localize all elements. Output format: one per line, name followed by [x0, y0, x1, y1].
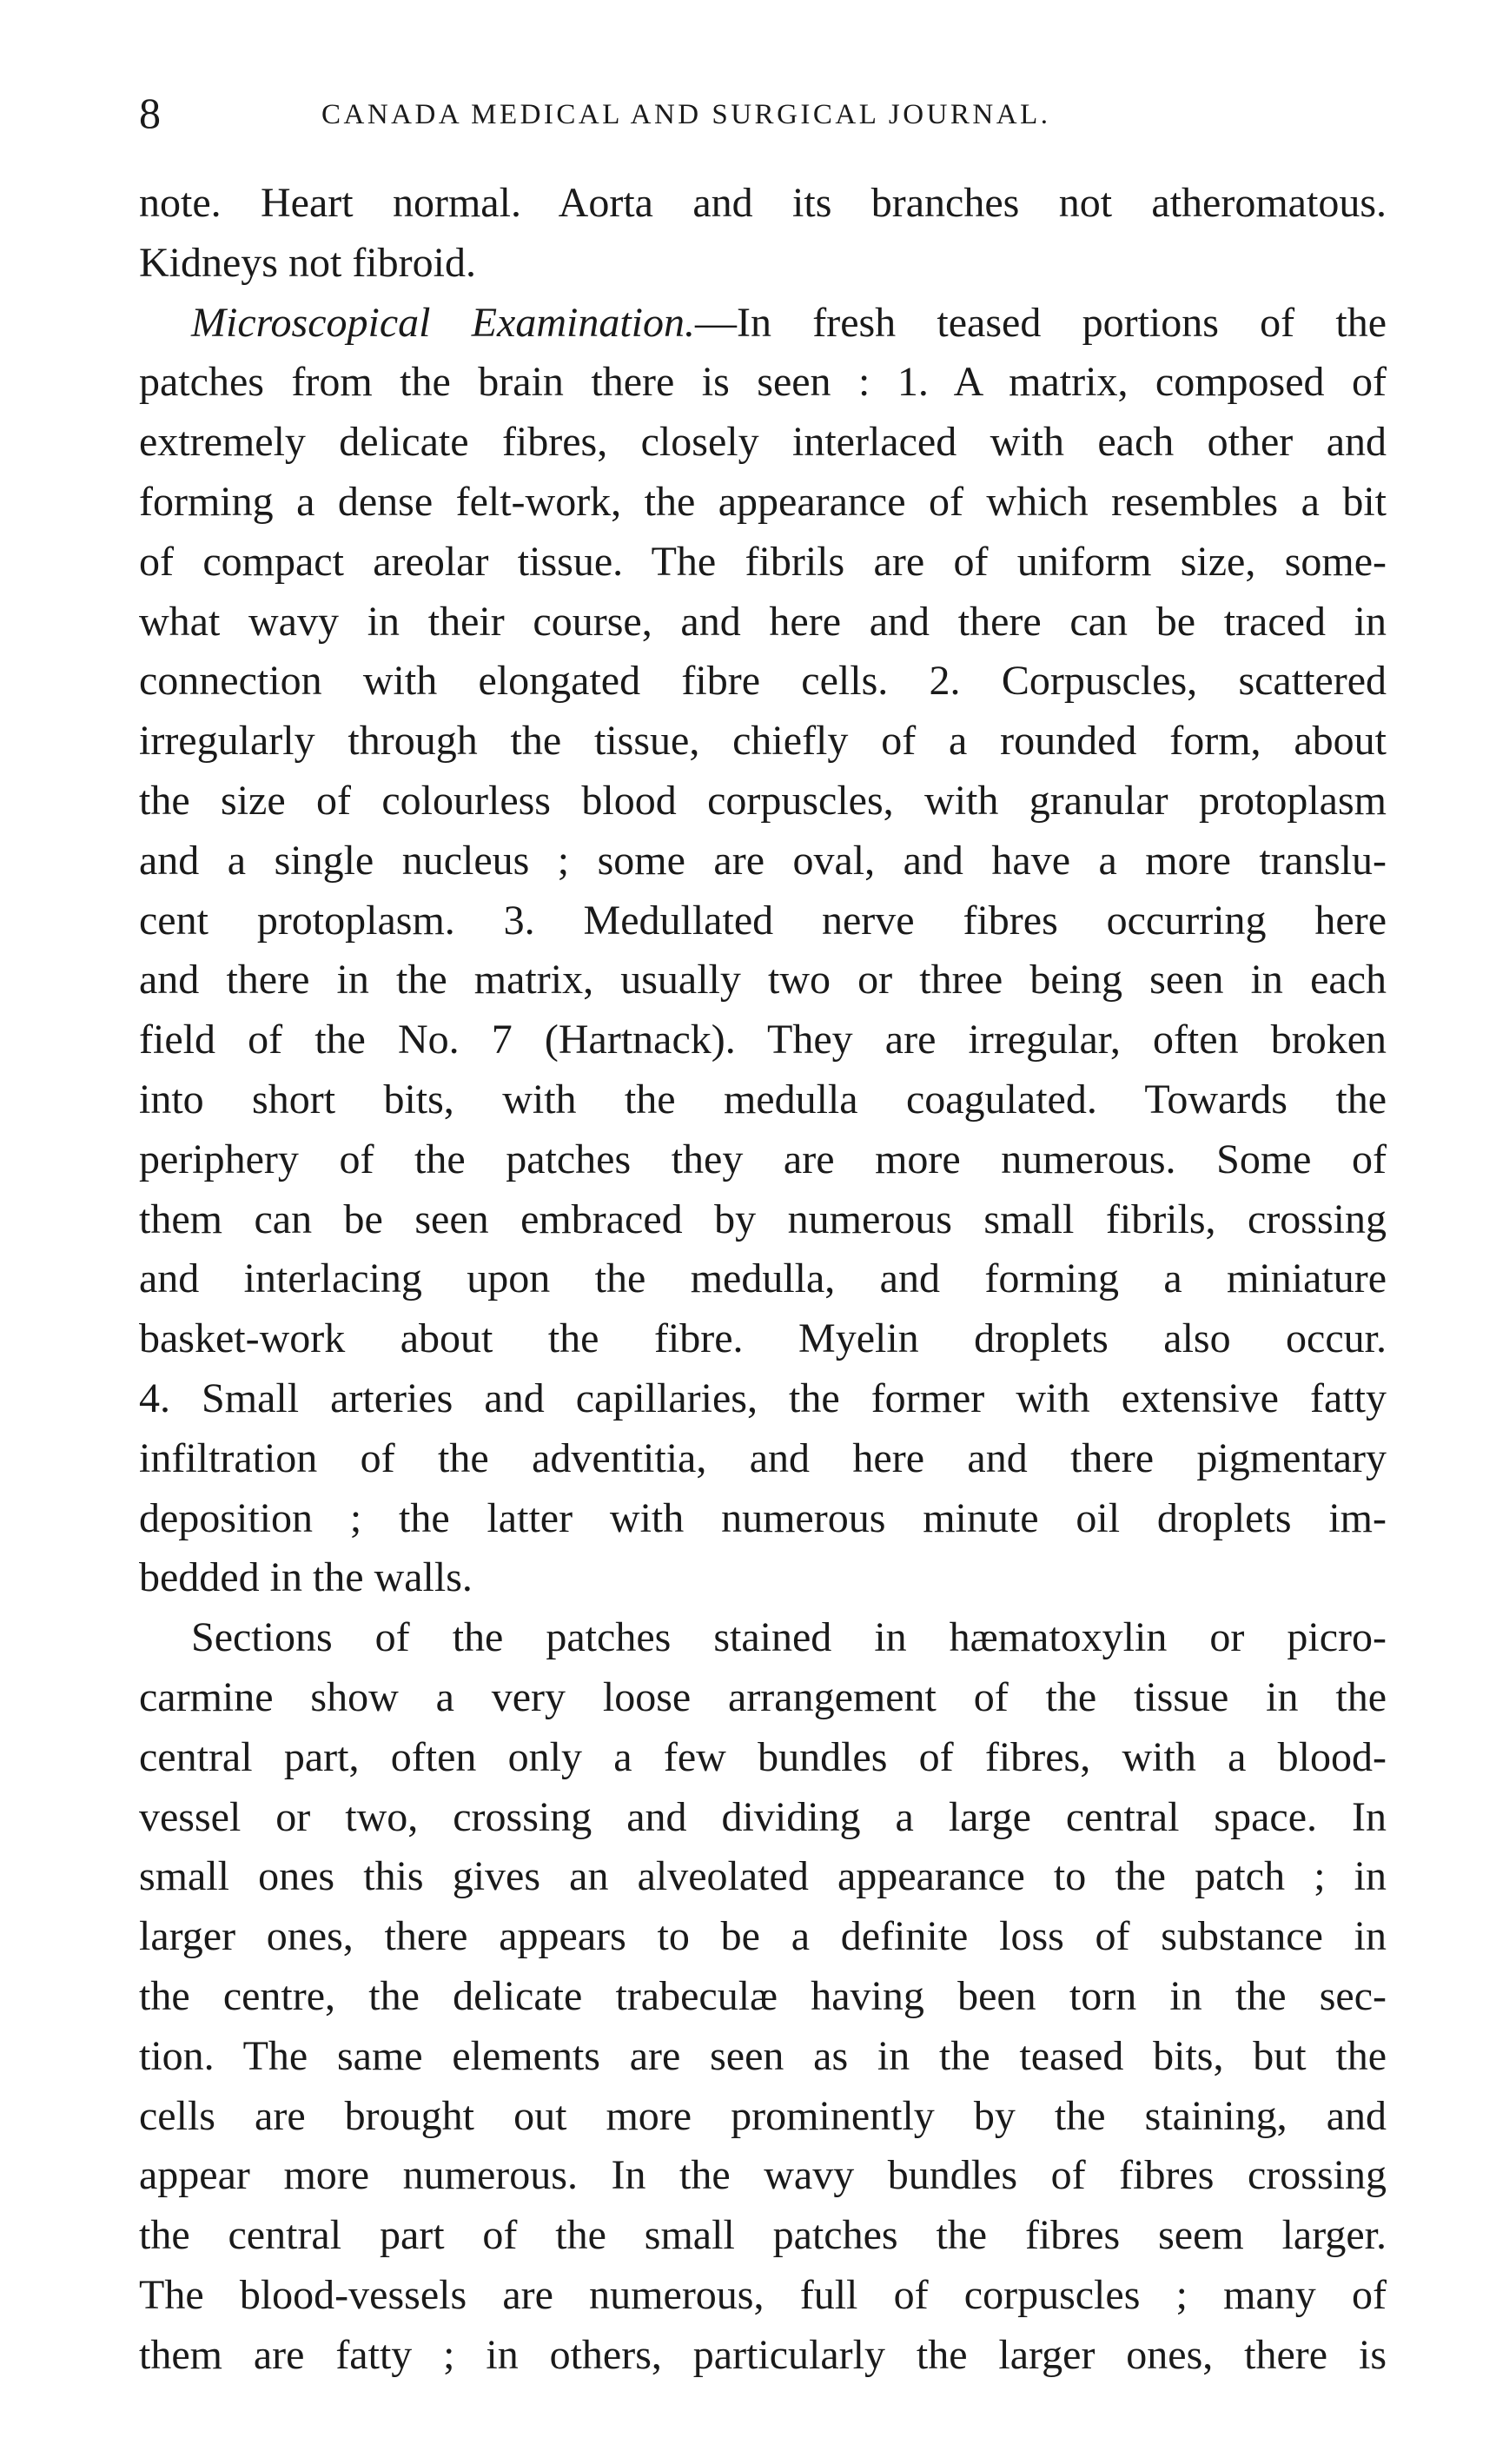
text-line: tion. The same elements are seen as in the teased bits, but the: [139, 2032, 1387, 2079]
text-line: larger ones, there appears to be a definite loss of substance in: [139, 1913, 1387, 1960]
text-line: cells are brought out more prominently by the staining, and: [139, 2092, 1387, 2139]
text-line: field of the No. 7 (Hartnack). They are irregular, often broken: [139, 1017, 1387, 1063]
text-line: and interlacing upon the medulla, and forming a miniature: [139, 1255, 1387, 1302]
text-line: of compact areolar tissue. The fibrils are of uniform size, some-: [139, 538, 1387, 585]
text-line: vessel or two, crossing and dividing a large central space. In: [139, 1793, 1387, 1840]
text-line: 4. Small arteries and capillaries, the former with extensive fatty: [139, 1374, 1387, 1421]
text-line: appear more numerous. In the wavy bundles of fibres crossing: [139, 2152, 1387, 2199]
text-line: periphery of the patches they are more numerous. Some of: [139, 1136, 1387, 1182]
text-line: and there in the matrix, usually two or three being seen in each: [139, 957, 1387, 1003]
text-line: carmine show a very loose arrangement of the tissue in the: [139, 1673, 1387, 1720]
section-heading: Microscopical Examination.: [191, 299, 696, 346]
text-line: forming a dense felt-work, the appearance of which resembles a bit: [139, 478, 1387, 525]
text-line: deposition ; the latter with numerous minute oil droplets im-: [139, 1494, 1387, 1541]
text-line: extremely delicate fibres, closely interlaced with each other and: [139, 419, 1387, 466]
text-line: the size of colourless blood corpuscles, with granular protoplasm: [139, 777, 1387, 824]
page-number: 8: [139, 89, 161, 137]
body-text: [139, 174, 1387, 2385]
text-line: them can be seen embraced by numerous small fibrils, crossing: [139, 1196, 1387, 1242]
text-line-rest: —In fresh teased portions of the: [695, 299, 1387, 346]
text-line: the centre, the delicate trabeculæ having been torn in the sec-: [139, 1972, 1387, 2019]
text-line: into short bits, with the medulla coagulated. Towards the: [139, 1076, 1387, 1123]
text-line: bedded in the walls.: [139, 1554, 473, 1601]
text-line: the central part of the small patches the fibres seem larger.: [139, 2212, 1387, 2259]
text-line: small ones this gives an alveolated appearance to the patch ; in: [139, 1853, 1387, 1900]
text-line: patches from the brain there is seen : 1. A matrix, composed of: [139, 359, 1387, 406]
text-line: infiltration of the adventitia, and here and there pigmentary: [139, 1434, 1387, 1481]
text-line: [139, 294, 1387, 354]
text-line: what wavy in their course, and here and there can be traced in: [139, 598, 1387, 645]
text-line: basket-work about the fibre. Myelin droplets also occur.: [139, 1315, 1387, 1362]
text-line: Kidneys not fibroid.: [139, 239, 476, 286]
text-line: cent protoplasm. 3. Medullated nerve fibres occurring here: [139, 897, 1387, 944]
text-line: The blood-vessels are numerous, full of corpuscles ; many of: [139, 2271, 1387, 2318]
text-line: connection with elongated fibre cells. 2. Corpuscles, scattered: [139, 658, 1387, 705]
running-head: [139, 85, 1373, 141]
text-line: irregularly through the tissue, chiefly of a rounded form, about: [139, 718, 1387, 765]
text-line: central part, often only a few bundles of fibres, with a blood-: [139, 1733, 1387, 1780]
text-line: them are fatty ; in others, particularly the larger ones, there is: [139, 2331, 1387, 2378]
journal-title: CANADA MEDICAL AND SURGICAL JOURNAL.: [321, 99, 1051, 130]
text-line: note. Heart normal. Aorta and its branches not atheromatous.: [139, 180, 1387, 226]
text-line: Sections of the patches stained in hæmatoxylin or picro-: [191, 1614, 1387, 1661]
text-line: and a single nucleus ; some are oval, and have a more translu-: [139, 837, 1387, 884]
